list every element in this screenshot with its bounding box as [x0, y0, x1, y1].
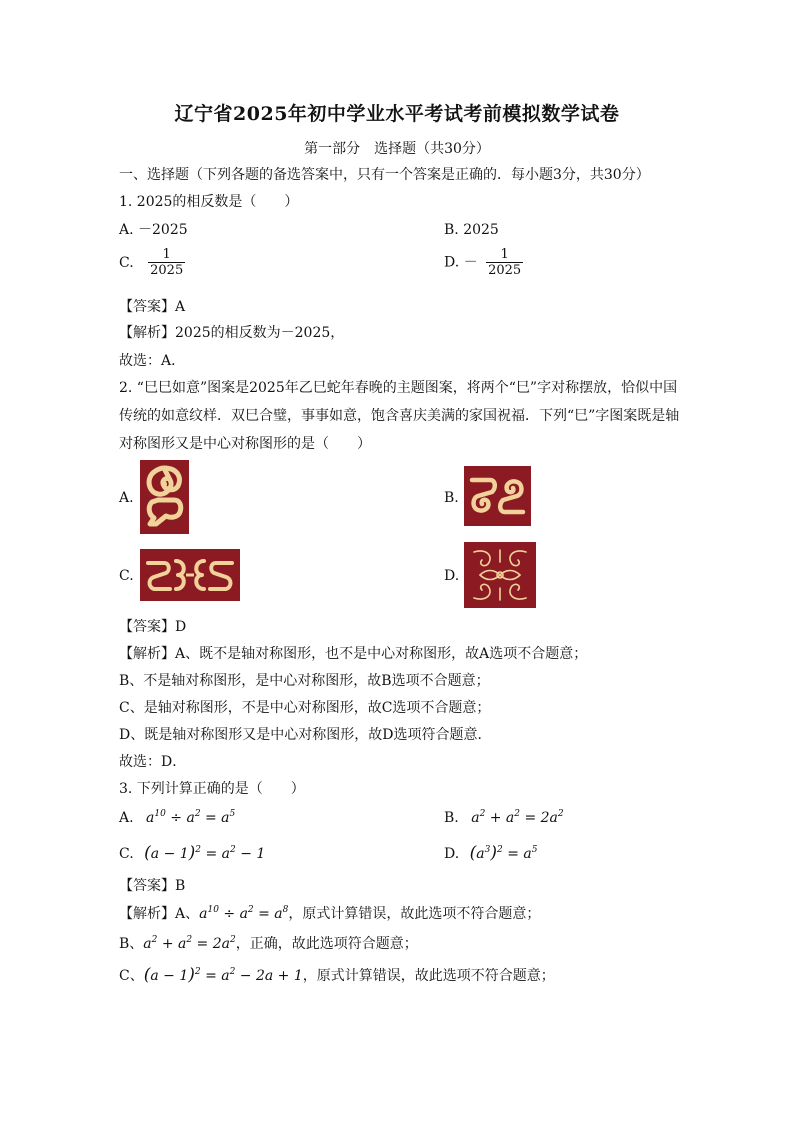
q2-option-a-label: A. [119, 490, 134, 506]
q3-option-d-label: D. [444, 846, 460, 862]
q1-analysis: 【解析】2025的相反数为－2025， [119, 325, 345, 341]
q1-option-c-fraction [148, 247, 185, 278]
q2-analysis-b: B、不是轴对称图形，是中心对称图形，故B选项不合题意； [119, 673, 490, 689]
q2-option-c-label: C. [119, 568, 134, 584]
q1-stem: 1. 2025的相反数是（ ） [119, 194, 299, 210]
q2-analysis-c: C、是轴对称图形，不是中心对称图形，故C选项不合题意； [119, 700, 491, 716]
q1-option-c [119, 247, 185, 278]
q3-stem: 3. 下列计算正确的是（ ） [119, 781, 305, 797]
q2-stem-line-3: 对称图形又是中心对称图形的是（ ） [119, 436, 371, 452]
q3-option-d [444, 844, 537, 863]
q2-option-a-pattern [140, 460, 189, 534]
q2-stem-line-2: 传统的如意纹样．双巳合璧，事事如意，饱含喜庆美满的家国祝福．下列“巳”字图案既是轴 [119, 408, 680, 424]
q3-analysis-c-prefix: C、 [119, 968, 144, 984]
q3-analysis-c [119, 966, 555, 985]
q3-analysis-a-prefix: 【解析】A、 [119, 906, 200, 922]
q1-option-d-label: D. － [444, 254, 478, 271]
q2-option-d-label: D. [444, 568, 460, 584]
page-title: 辽宁省2025年初中学业水平考试考前模拟数学试卷 [174, 103, 620, 125]
q3-option-a-formula: $a^{10} \div a^2 = a^5$ [146, 809, 236, 826]
q3-answer: 【答案】B [119, 878, 186, 894]
q3-analysis-b-prefix: B、 [119, 936, 144, 952]
fraction-numerator: 1 [162, 247, 171, 262]
q1-option-d-fraction [486, 247, 523, 278]
section-heading: 一、选择题（下列各题的备选答案中，只有一个答案是正确的．每小题3分，共30分） [119, 167, 650, 183]
fraction-numerator: 1 [500, 247, 509, 262]
part-subtitle: 第一部分 选择题（共30分） [304, 141, 490, 157]
q3-analysis-c-suffix: ，原式计算错误，故此选项不符合题意； [302, 968, 555, 984]
q3-option-c [119, 844, 265, 863]
q2-analysis-d: D、既是轴对称图形又是中心对称图形，故D选项符合题意． [119, 727, 492, 743]
q3-analysis-b-suffix: ，正确，故此选项符合题意； [235, 936, 418, 952]
q2-option-b-label: B. [444, 490, 459, 506]
q1-option-a: A. －2025 [119, 222, 188, 238]
q2-option-d-pattern [464, 542, 536, 608]
q3-analysis-c-formula: $(a - 1)^2 = a^2 - 2a + 1$ [143, 965, 303, 985]
q2-option-b-pattern [464, 466, 531, 526]
q3-analysis-a-formula: $a^{10} \div a^2 = a^8$ [199, 905, 289, 922]
q1-answer: 【答案】A [119, 299, 186, 315]
q3-option-d-formula: $(a^3)^2 = a^5$ [469, 843, 538, 863]
q2-stem-line-1: 2. “巳巳如意”图案是2025年乙巳蛇年春晚的主题图案，将两个“巳”字对称摆放，恰似中国 [119, 380, 678, 396]
q2-conclusion: 故选：D． [119, 754, 187, 770]
fraction-denominator: 2025 [488, 263, 522, 278]
q3-option-b-formula: $a^2 + a^2 = 2a^2$ [471, 809, 564, 826]
q3-option-b [444, 809, 564, 827]
q3-analysis-a-suffix: ，原式计算错误，故此选项不符合题意； [288, 906, 541, 922]
q1-option-b: B. 2025 [444, 222, 499, 238]
q3-analysis-a [119, 905, 540, 923]
q3-option-a [119, 809, 235, 827]
q3-analysis-b-formula: $a^2 + a^2 = 2a^2$ [143, 935, 236, 952]
q1-option-d [444, 247, 523, 278]
q3-option-b-label: B. [444, 810, 459, 826]
q2-answer: 【答案】D [119, 619, 187, 635]
q1-option-c-label: C. [119, 254, 134, 271]
q3-option-c-label: C. [119, 846, 134, 862]
q3-option-a-label: A. [119, 810, 134, 826]
q2-option-c-pattern [140, 549, 240, 601]
fraction-denominator: 2025 [150, 263, 184, 278]
q3-option-c-formula: $(a - 1)^2 = a^2 - 1$ [144, 843, 266, 863]
q3-analysis-b [119, 935, 418, 953]
q2-analysis-a: 【解析】A、既不是轴对称图形，也不是中心对称图形，故A选项不合题意； [119, 646, 588, 662]
q1-conclusion: 故选：A． [119, 353, 186, 369]
